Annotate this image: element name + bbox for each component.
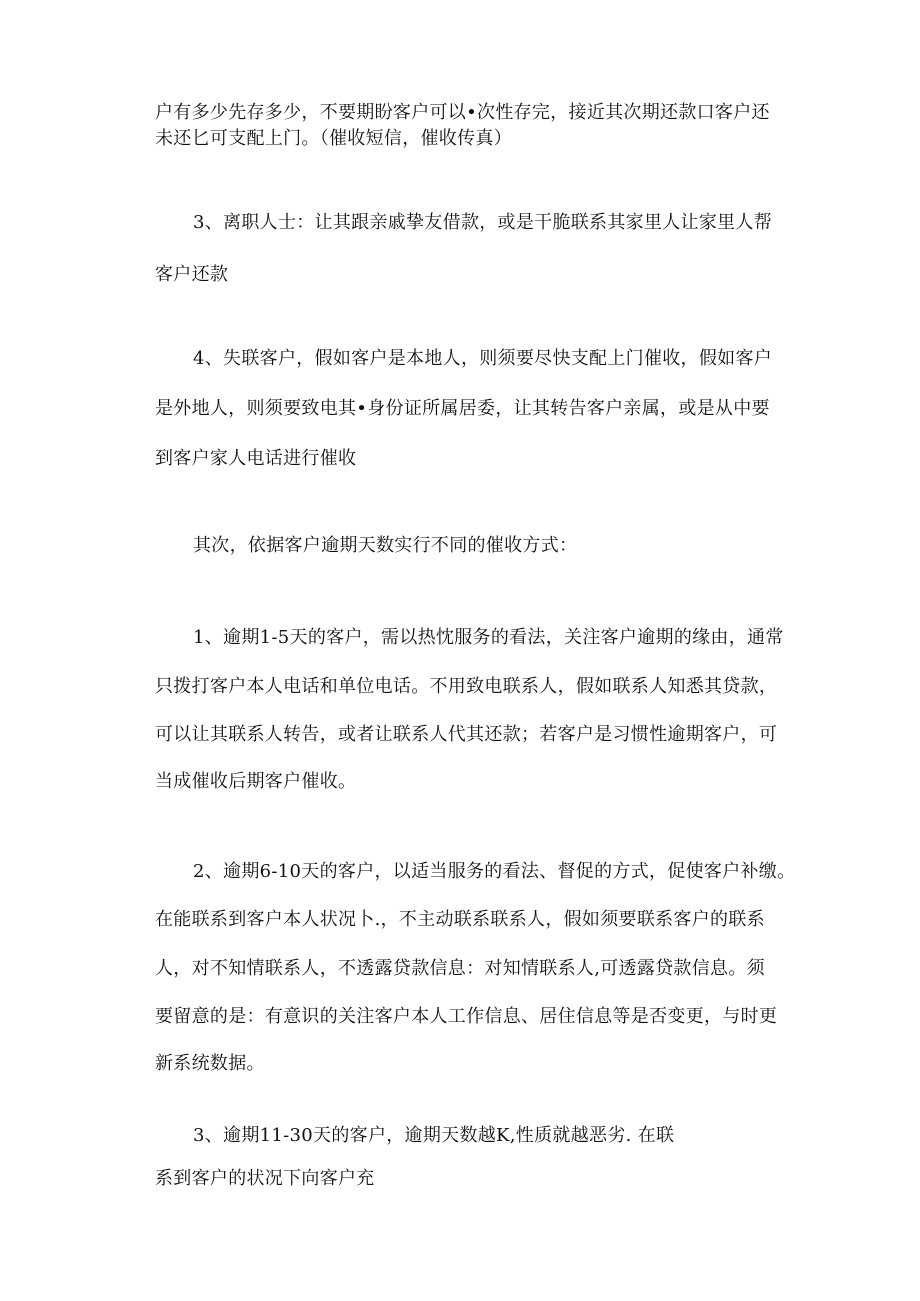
text-line: 4、失联客户，假如客户是本地人，则须要尽快支配上门催收，假如客户 [193, 348, 773, 369]
text-line: 要留意的是：有意识的关注客户本人工作信息、居住信息等是否变更，与时更 [155, 1006, 778, 1027]
text-line: 只拨打客户本人电话和单位电话。不用致电联系人，假如联系人知悉其贷款， [155, 676, 778, 697]
text-line: 人，对不知情联系人，不透露贷款信息：对知情联系人,可透露贷款信息。须 [155, 958, 765, 979]
text-line: 户有多少先存多少，不要期盼客户可以•次性存完，接近其次期还款口客户还 [155, 102, 770, 123]
text-line: 在能联系到客户本人状况卜.，不主动联系联系人，假如须要联系客户的联系 [155, 909, 765, 930]
text-line: 是外地人，则须要致电其•身份证所属居委，让其转告客户亲属，或是从中要 [155, 398, 770, 419]
text-line: 当成催收后期客户催收。 [155, 771, 357, 792]
text-line: 未还匕可支配上门。（催收短信，催收传真） [155, 128, 512, 149]
text-line: 新系统数据。 [155, 1053, 265, 1074]
text-line: 客户还款 [155, 264, 229, 285]
text-line: 可以让其联系人转告，或者让联系人代其还款；若客户是习惯性逾期客户，可 [155, 724, 778, 745]
text-line: 3、离职人士：让其跟亲戚挚友借款，或是干脆联系其家里人让家里人帮 [193, 212, 773, 233]
text-line: 其次，依据客户逾期天数实行不同的催收方式： [193, 535, 578, 556]
text-line: 系到客户的状况下向客户充 [155, 1168, 375, 1189]
text-line: 到客户家人电话进行催收 [155, 448, 357, 469]
text-line: 3、逾期11-30天的客户，逾期天数越K,性质就越恶劣. 在联 [193, 1125, 675, 1146]
text-line: 1、逾期1-5天的客户，需以热忱服务的看法，关注客户逾期的缘由，通常 [193, 627, 784, 648]
text-line: 2、逾期6-10天的客户，以适当服务的看法、督促的方式，促使客户补缴。 [193, 861, 796, 882]
